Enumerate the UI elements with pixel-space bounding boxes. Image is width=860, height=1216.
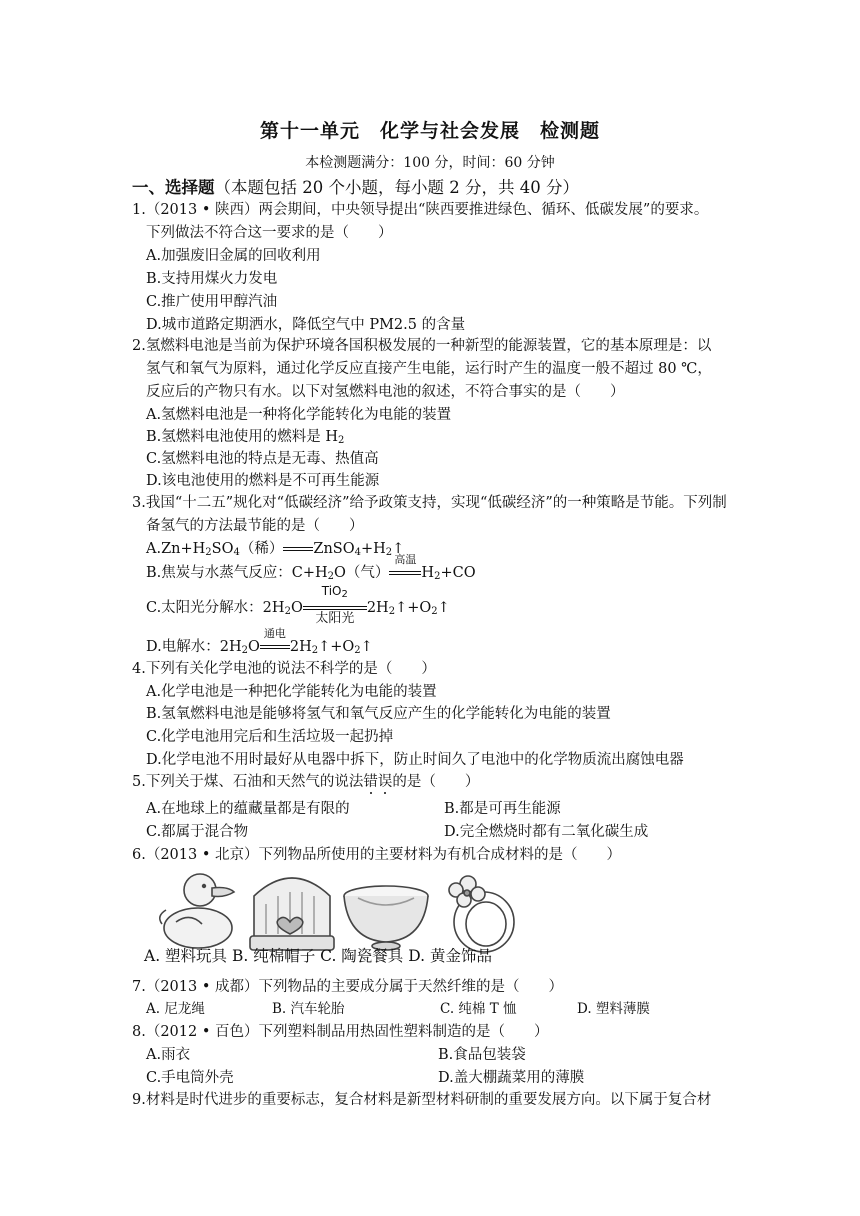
stem-text: 5.下列关于煤、石油和天然气的说法 <box>132 774 364 790</box>
formula-text: C.太阳光分解水：2H <box>146 600 285 616</box>
question-3-option-a <box>146 537 404 558</box>
formula-text: （稀） <box>239 541 284 557</box>
reaction-condition <box>260 627 290 655</box>
question-7-option-a: A. 尼龙绳 <box>146 1001 205 1017</box>
formula-text: D.电解水：2H <box>146 639 242 655</box>
question-8-stem: 8.（2012 • 百色）下列塑料制品用热固性塑料制造的是（ ） <box>132 1024 549 1040</box>
condition-label: TiO <box>321 584 342 598</box>
subscript: 2 <box>338 435 345 446</box>
formula-text: +CO <box>440 565 476 581</box>
section-title: 一、选择题 <box>132 178 215 197</box>
question-8-option-d: D.盖大棚蔬菜用的薄膜 <box>438 1070 585 1086</box>
subscript: 4 <box>354 547 361 558</box>
question-4-stem: 4.下列有关化学电池的说法不科学的是（ ） <box>132 661 436 677</box>
question-1-stem: 1.（2013 • 陕西）两会期间，中央领导提出“陕西要推进绿色、循环、低碳发展”的要求。 <box>132 202 709 218</box>
gold-ring-image <box>449 876 514 952</box>
question-1-option-d: D.城市道路定期洒水，降低空气中 PM2.5 的含量 <box>146 317 466 333</box>
question-3-option-c <box>146 584 450 626</box>
question-2-stem: 2.氢燃料电池是当前为保护环境各国积极发展的一种新型的能源装置，它的基本原理是：以 <box>132 338 712 354</box>
question-4-option-b: B.氢氧燃料电池是能够将氢气和氧气反应产生的化学能转化为电能的装置 <box>146 706 611 722</box>
question-3-stem-cont: 备氢气的方法最节能的是（ ） <box>146 518 364 534</box>
formula-text: 2H <box>366 600 389 616</box>
question-1-stem-cont: 下列做法不符合这一要求的是（ ） <box>146 225 393 241</box>
question-5-option-c: C.都属于混合物 <box>146 824 249 840</box>
question-5-stem <box>132 770 479 791</box>
question-8-option-c: C.手电筒外壳 <box>146 1070 234 1086</box>
question-2-option-c: C.氢燃料电池的特点是无毒、热值高 <box>146 451 379 467</box>
condition-label-below: 太阳光 <box>315 611 355 626</box>
exam-info: 本检测题满分：100 分，时间：60 分钟 <box>305 155 555 171</box>
question-4-option-d: D.化学电池不用时最好从电器中拆下，防止时间久了电池中的化学物质流出腐蚀电器 <box>146 752 684 768</box>
question-2-stem-cont-1: 氢气和氧气为原料，通过化学反应直接产生电能，运行时产生的温度一般不超过 80 ℃， <box>146 361 712 377</box>
question-7-option-b: B. 汽车轮胎 <box>272 1001 345 1017</box>
question-1-option-b: B.支持用煤火力发电 <box>146 271 278 287</box>
gas-arrow: ↑ <box>360 639 373 655</box>
formula-text: O <box>290 600 303 616</box>
subscript: 4 <box>233 547 240 558</box>
formula-text: H <box>421 565 435 581</box>
subscript: 2 <box>311 645 319 656</box>
cotton-hat-image <box>250 878 334 950</box>
question-6-stem: 6.（2013 • 北京）下列物品所使用的主要材料为有机合成材料的是（ ） <box>132 847 622 863</box>
question-2-option-a: A.氢燃料电池是一种将化学能转化为电能的装置 <box>146 407 452 423</box>
formula-text: ↑+O <box>318 639 355 655</box>
subscript: 2 <box>241 645 248 656</box>
formula-text: O <box>247 639 260 655</box>
condition-label: 通电 <box>263 627 286 640</box>
formula-text: 2H <box>289 639 312 655</box>
question-3-option-d <box>146 627 373 656</box>
formula-text: ↑+O <box>395 600 432 616</box>
subscript: 2 <box>327 571 335 582</box>
question-8-option-a: A.雨衣 <box>146 1047 191 1063</box>
question-5-option-d: D.完全燃烧时都有二氧化碳生成 <box>444 824 649 840</box>
formula-text: SO <box>211 541 234 557</box>
stem-text: 的是（ ） <box>392 774 480 790</box>
gas-arrow: ↑ <box>437 600 450 616</box>
question-8-option-b: B.食品包装袋 <box>438 1047 526 1063</box>
reaction-condition <box>303 584 367 626</box>
gas-arrow: ↑ <box>392 541 405 557</box>
question-5-option-a: A.在地球上的蕴藏量都是有限的 <box>146 801 350 817</box>
subscript: 2 <box>388 606 396 617</box>
formula-text: +H <box>360 541 386 557</box>
subscript: 2 <box>341 589 348 600</box>
formula-text: B.焦炭与水蒸气反应：C+H <box>146 565 328 581</box>
emphasis-char: 误 <box>377 774 393 790</box>
question-2-option-b <box>146 425 344 446</box>
question-7-option-c: C. 纯棉 T 恤 <box>440 1001 517 1017</box>
option-text: B.氢燃料电池使用的燃料是 H <box>146 429 339 445</box>
formula-text: ZnSO <box>313 541 355 557</box>
question-7-stem: 7.（2013 • 成都）下列物品的主要成分属于天然纤维的是（ ） <box>132 979 564 995</box>
equals-sign <box>283 541 313 557</box>
question-4-option-a: A.化学电池是一种把化学能转化为电能的装置 <box>146 684 437 700</box>
question-1-option-c: C.推广使用甲醇汽油 <box>146 294 278 310</box>
question-1-option-a: A.加强废旧金属的回收利用 <box>146 248 321 264</box>
question-3-stem: 3.我国“十二五”规化对“低碳经济”给予政策支持，实现“低碳经济”的一种策略是节能。下列制 <box>132 495 727 511</box>
question-7-option-d: D. 塑料薄膜 <box>577 1001 650 1017</box>
question-6-figure-caption: A. 塑料玩具 B. 纯棉帽子 C. 陶瓷餐具 D. 黄金饰品 <box>144 947 492 965</box>
page-title: 第十一单元 化学与社会发展 检测题 <box>259 120 600 142</box>
emphasis-char: 错 <box>363 774 378 790</box>
subscript: 2 <box>385 547 393 558</box>
subscript: 2 <box>431 606 438 617</box>
reaction-condition <box>389 553 421 581</box>
ceramic-bowl-image <box>344 886 428 950</box>
question-4-option-c: C.化学电池用完后和生活垃圾一起扔掉 <box>146 729 394 745</box>
question-9-stem: 9.材料是时代进步的重要标志，复合材料是新型材料研制的重要发展方向。以下属于复合材 <box>132 1092 712 1108</box>
section-heading <box>132 174 579 198</box>
formula-text: O（气） <box>334 565 390 581</box>
question-2-stem-cont-2: 反应后的产物只有水。以下对氢燃料电池的叙述，不符合事实的是（ ） <box>146 384 625 400</box>
question-3-option-b <box>146 553 476 582</box>
subscript: 2 <box>284 606 291 617</box>
plastic-duck-toy-image <box>160 874 234 948</box>
formula-text: A.Zn+H <box>146 541 206 557</box>
subscript: 2 <box>354 645 361 656</box>
question-2-option-d: D.该电池使用的燃料是不可再生能源 <box>146 473 380 489</box>
section-note: （本题包括 20 个小题，每小题 2 分，共 40 分） <box>214 178 579 197</box>
question-5-option-b: B.都是可再生能源 <box>444 801 561 817</box>
condition-label: 高温 <box>394 553 417 566</box>
subscript: 2 <box>434 571 441 582</box>
subscript: 2 <box>205 547 212 558</box>
